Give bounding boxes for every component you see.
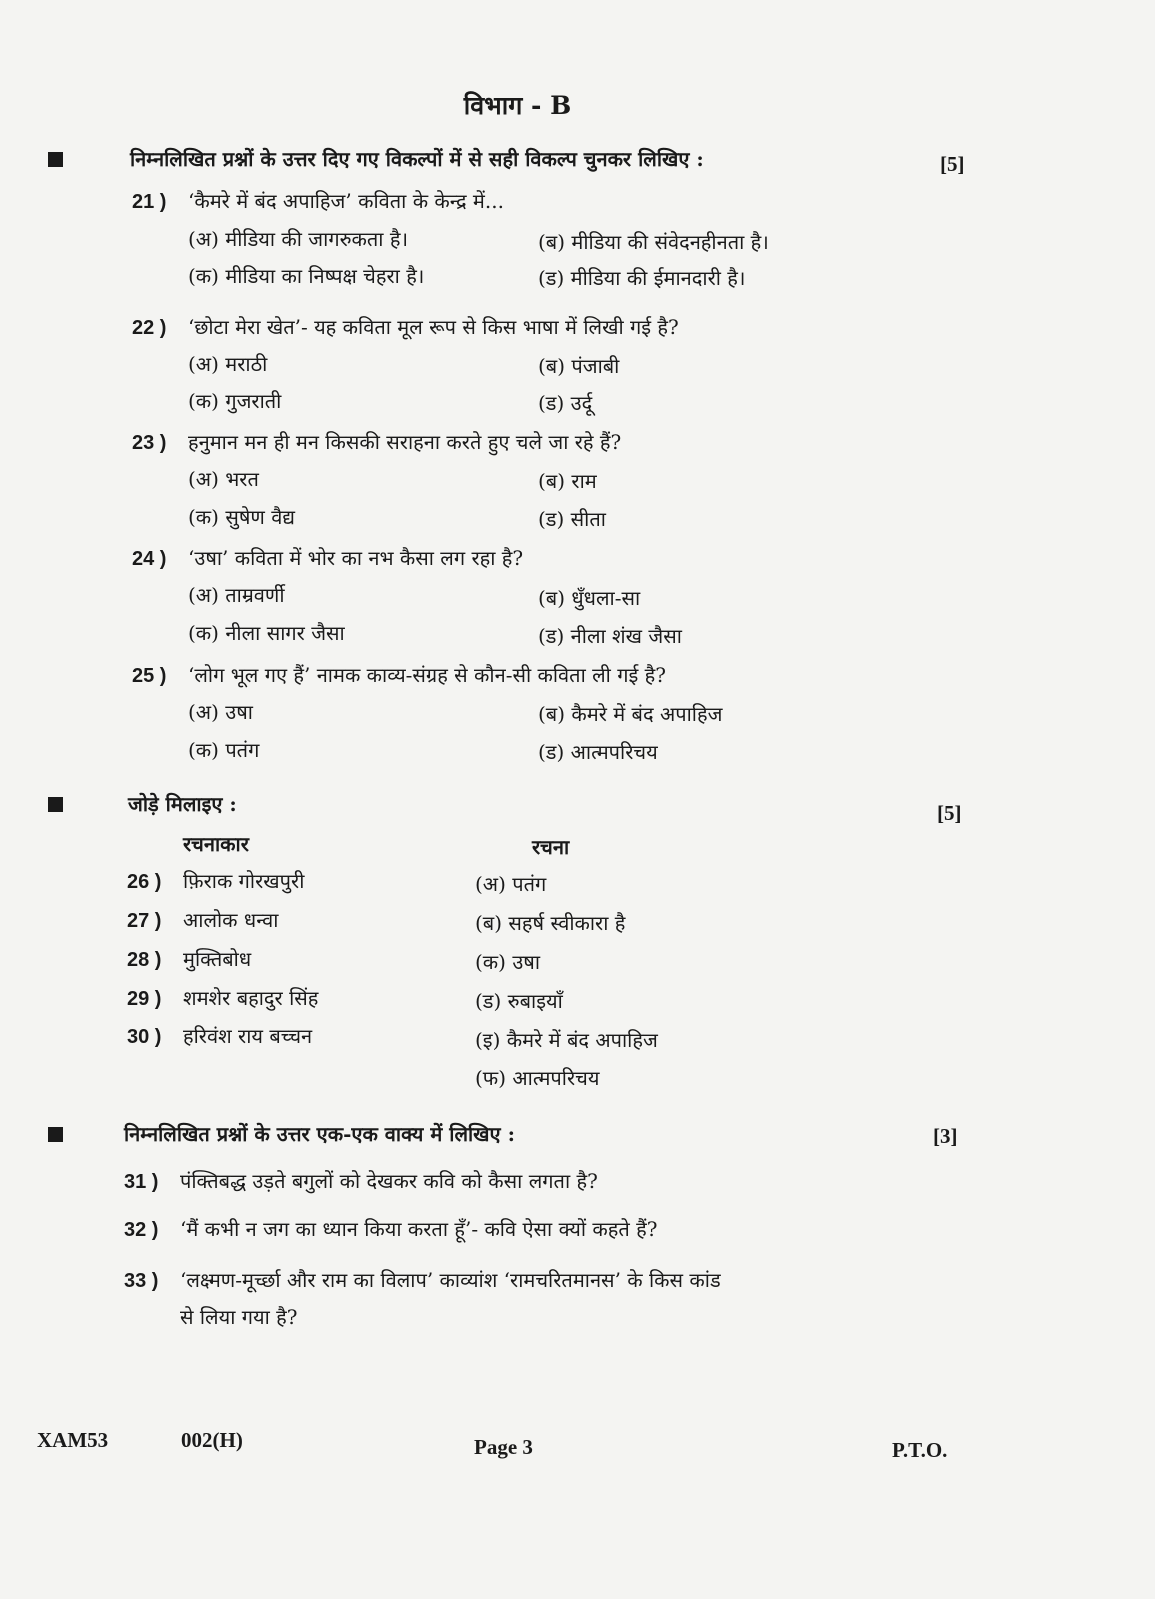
section-heading-short: निम्नलिखित प्रश्नों के उत्तर एक-एक वाक्य में लिखिए : [124, 1122, 515, 1146]
footer-code: XAM53 [37, 1428, 109, 1452]
question-25: 25 ) ‘लोग भूल गए हैं’ नामक काव्य-संग्रह से कौन-सी कविता ली गई है? [132, 663, 666, 687]
option: (अ) भरत [188, 467, 259, 491]
option: (ड) आत्मपरिचय [538, 740, 658, 764]
section-heading-match: जोड़े मिलाइए : [128, 792, 237, 816]
option: (ड) मीडिया की ईमानदारी है। [538, 266, 746, 290]
footer-page-number: Page 3 [474, 1435, 533, 1459]
match-right-option: (ड) रुबाइयाँ [475, 989, 563, 1013]
bullet-icon [48, 1127, 63, 1142]
option: (क) सुषेण वैद्य [188, 505, 295, 529]
option: (ब) कैमरे में बंद अपाहिज [538, 702, 723, 726]
question-23: 23 ) हनुमान मन ही मन किसकी सराहना करते हुए चले जा रहे हैं? [132, 430, 622, 454]
question-33: 33 ) ‘लक्ष्मण-मूर्च्छा और राम का विलाप’ काव्यांश ‘रामचरितमानस’ के किस कांड [124, 1268, 721, 1292]
match-right-option: (इ) कैमरे में बंद अपाहिज [475, 1028, 658, 1052]
option: (अ) ताम्रवर्णी [188, 583, 285, 607]
footer-paper-code: 002(H) [181, 1428, 243, 1452]
question-32: 32 ) ‘मैं कभी न जग का ध्यान किया करता हूँ’- कवि ऐसा क्यों कहते हैं? [124, 1217, 658, 1241]
option: (अ) उषा [188, 700, 253, 724]
option: (ड) सीता [538, 507, 606, 531]
option: (अ) मीडिया की जागरुकता है। [188, 227, 409, 251]
column-header-work: रचना [532, 835, 570, 859]
question-21: 21 ) ‘कैमरे में बंद अपाहिज’ कविता के केन्द्र में... [132, 189, 504, 213]
marks-short: [3] [933, 1124, 958, 1148]
option: (क) नीला सागर जैसा [188, 621, 345, 645]
match-left-29: 29 ) शमशेर बहादुर सिंह [127, 986, 319, 1010]
question-33-continued: से लिया गया है? [180, 1305, 298, 1329]
option: (ब) मीडिया की संवेदनहीनता है। [538, 230, 769, 254]
option: (क) गुजराती [188, 389, 282, 413]
column-header-author: रचनाकार [183, 832, 249, 856]
marks-match: [5] [937, 801, 962, 825]
match-left-28: 28 ) मुक्तिबोध [127, 947, 252, 971]
option: (अ) मराठी [188, 352, 268, 376]
option: (क) पतंग [188, 738, 260, 762]
option: (ब) धुँधला-सा [538, 586, 641, 610]
bullet-icon [48, 797, 63, 812]
match-right-option: (ब) सहर्ष स्वीकारा है [475, 911, 626, 935]
option: (ब) पंजाबी [538, 354, 620, 378]
match-right-option: (क) उषा [475, 950, 541, 974]
question-31: 31 ) पंक्तिबद्ध उड़ते बगुलों को देखकर कवि को कैसा लगता है? [124, 1169, 598, 1193]
section-title: विभाग - B [463, 91, 572, 120]
bullet-icon [48, 152, 63, 167]
match-left-26: 26 ) फ़िराक गोरखपुरी [127, 869, 305, 893]
option: (ड) नीला शंख जैसा [538, 624, 682, 648]
option: (ड) उर्दू [538, 391, 593, 415]
section-heading-mcq: निम्नलिखित प्रश्नों के उत्तर दिए गए विकल्पों में से सही विकल्प चुनकर लिखिए : [130, 147, 704, 171]
marks-mcq: [5] [940, 152, 965, 176]
question-24: 24 ) ‘उषा’ कविता में भोर का नभ कैसा लग रहा है? [132, 546, 524, 570]
footer-pto: P.T.O. [892, 1438, 948, 1462]
match-left-27: 27 ) आलोक धन्वा [127, 908, 279, 932]
match-left-30: 30 ) हरिवंश राय बच्चन [127, 1024, 313, 1048]
option: (ब) राम [538, 469, 597, 493]
option: (क) मीडिया का निष्पक्ष चेहरा है। [188, 264, 425, 288]
match-right-option: (फ) आत्मपरिचय [475, 1066, 600, 1090]
question-22: 22 ) ‘छोटा मेरा खेत’- यह कविता मूल रूप से किस भाषा में लिखी गई है? [132, 315, 679, 339]
match-right-option: (अ) पतंग [475, 872, 547, 896]
